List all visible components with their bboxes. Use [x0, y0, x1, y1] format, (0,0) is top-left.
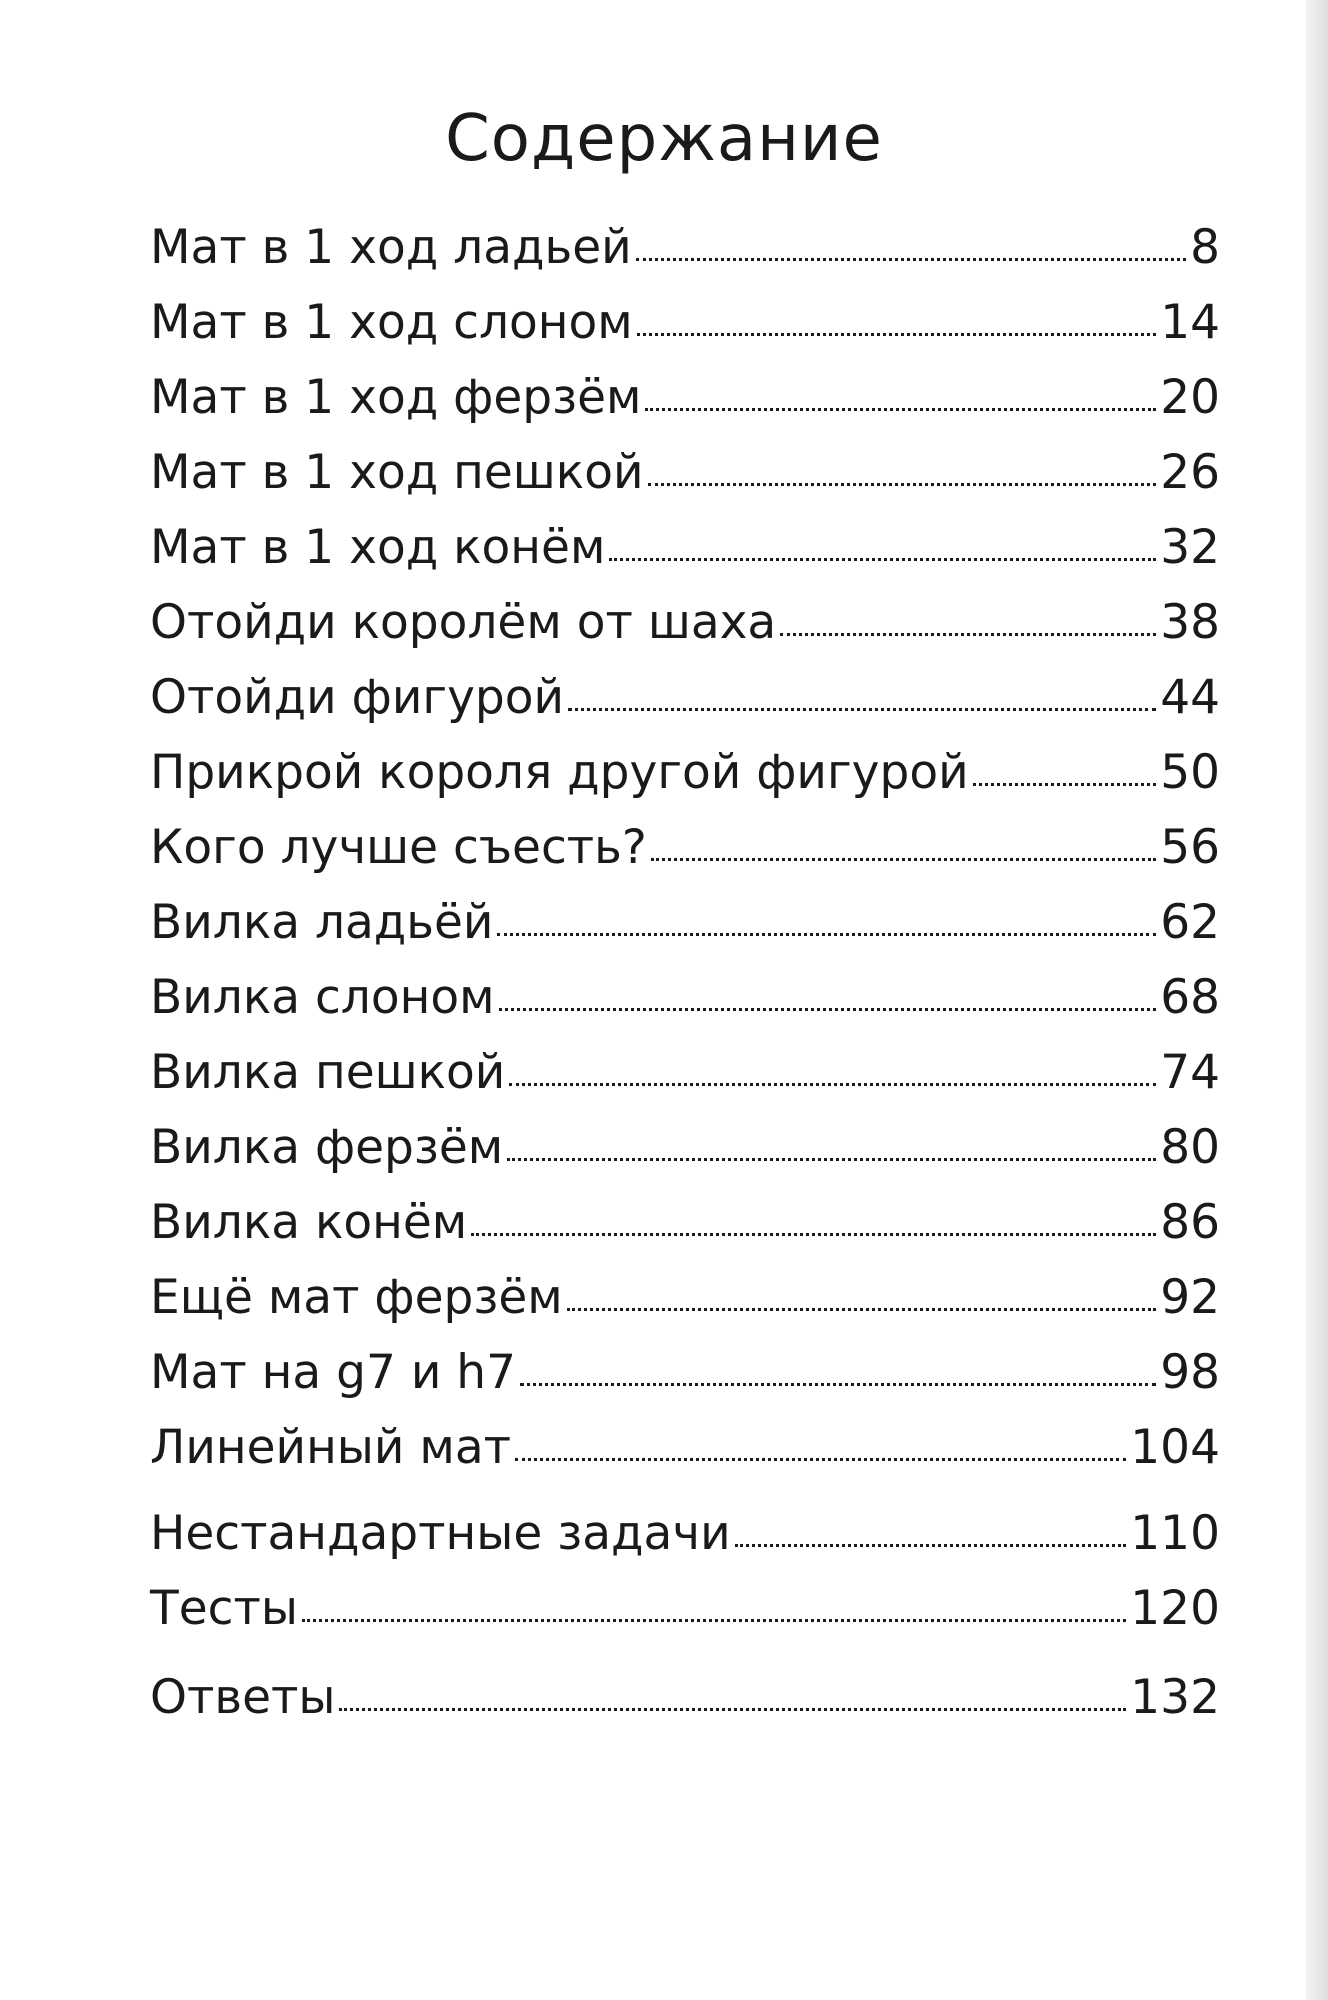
toc-entry-label: Нестандартные задачи [150, 1506, 731, 1561]
toc-entry[interactable] [150, 743, 1220, 803]
toc-entry[interactable] [150, 1043, 1220, 1103]
toc-entry-page: 98 [1160, 1345, 1220, 1400]
toc-leader-dots [648, 483, 1157, 486]
toc-entry[interactable] [150, 668, 1220, 728]
toc-entry-label: Мат в 1 ход конём [150, 520, 606, 575]
toc-leader-dots [780, 633, 1156, 636]
toc-entry-page: 26 [1160, 445, 1220, 500]
toc-entry-label: Мат в 1 ход слоном [150, 295, 633, 350]
toc-entry[interactable] [150, 1268, 1220, 1328]
toc-entry-page: 80 [1160, 1120, 1220, 1175]
toc-entry-page: 38 [1160, 595, 1220, 650]
toc-entry-page: 68 [1160, 970, 1220, 1025]
toc-entry-page: 8 [1190, 220, 1220, 275]
page-edge-shadow [1306, 0, 1328, 2000]
toc-leader-dots [651, 858, 1156, 861]
toc-entry-label: Вилка конём [150, 1195, 468, 1250]
toc-entry-label: Прикрой короля другой фигурой [150, 745, 969, 800]
toc-leader-dots [515, 1458, 1126, 1461]
toc-entry-page: 62 [1160, 895, 1220, 950]
toc-entry[interactable] [150, 293, 1220, 353]
toc-entry-page: 92 [1160, 1270, 1220, 1325]
toc-entry[interactable] [150, 1193, 1220, 1253]
toc-entry-label: Ещё мат ферзём [150, 1270, 563, 1325]
toc-leader-dots [637, 333, 1156, 336]
toc-leader-dots [609, 558, 1156, 561]
toc-entry-label: Мат на g7 и h7 [150, 1345, 516, 1400]
toc-entry[interactable] [150, 818, 1220, 878]
toc-entry-label: Отойди королём от шаха [150, 595, 777, 650]
toc-entry-page: 32 [1160, 520, 1220, 575]
toc-entry-label: Мат в 1 ход ладьей [150, 220, 632, 275]
toc-entry[interactable] [150, 1579, 1220, 1639]
toc-entry-page: 110 [1130, 1506, 1220, 1561]
toc-entry-label: Вилка пешкой [150, 1045, 506, 1100]
toc-leader-dots [509, 1083, 1156, 1086]
toc-leader-dots [645, 408, 1156, 411]
toc-leader-dots [636, 258, 1186, 261]
toc-entry[interactable] [150, 218, 1220, 278]
toc-entry-label: Линейный мат [150, 1420, 512, 1475]
toc-entry[interactable] [150, 518, 1220, 578]
toc-entry[interactable] [150, 968, 1220, 1028]
toc-entry-label: Тесты [150, 1581, 298, 1636]
toc-entry[interactable] [150, 1343, 1220, 1403]
toc-entry[interactable] [150, 443, 1220, 503]
toc-entry-page: 132 [1130, 1670, 1220, 1725]
toc-leader-dots [567, 1308, 1156, 1311]
toc-entry-page: 104 [1130, 1420, 1220, 1475]
toc-entry[interactable] [150, 1118, 1220, 1178]
toc-leader-dots [735, 1544, 1127, 1547]
toc-entry-label: Вилка ферзём [150, 1120, 504, 1175]
toc-leader-dots [302, 1619, 1126, 1622]
toc-entry[interactable] [150, 1668, 1220, 1728]
toc-entry-page: 14 [1160, 295, 1220, 350]
toc-entry[interactable] [150, 368, 1220, 428]
toc-entry-page: 86 [1160, 1195, 1220, 1250]
toc-entry-label: Вилка слоном [150, 970, 495, 1025]
toc-entry[interactable] [150, 593, 1220, 653]
toc-entry[interactable] [150, 1504, 1220, 1564]
toc-entry-page: 56 [1160, 820, 1220, 875]
toc-entry-page: 50 [1160, 745, 1220, 800]
toc-leader-dots [520, 1383, 1156, 1386]
page-title: Содержание [445, 102, 883, 176]
toc-entry-label: Отойди фигурой [150, 670, 565, 725]
toc-entry[interactable] [150, 1418, 1220, 1478]
toc-leader-dots [568, 708, 1156, 711]
toc-entry-label: Ответы [150, 1670, 336, 1725]
toc-entry-page: 44 [1160, 670, 1220, 725]
toc-entry-label: Мат в 1 ход ферзём [150, 370, 642, 425]
toc-entry-label: Вилка ладьёй [150, 895, 494, 950]
toc-entry-page: 120 [1130, 1581, 1220, 1636]
toc-leader-dots [339, 1708, 1126, 1711]
toc-entry-label: Кого лучше съесть? [150, 820, 647, 875]
toc-leader-dots [471, 1233, 1156, 1236]
toc-entry[interactable] [150, 893, 1220, 953]
toc-entry-page: 20 [1160, 370, 1220, 425]
toc-leader-dots [973, 783, 1157, 786]
toc-leader-dots [499, 1008, 1157, 1011]
toc-leader-dots [507, 1158, 1156, 1161]
toc-entry-label: Мат в 1 ход пешкой [150, 445, 644, 500]
toc-entry-page: 74 [1160, 1045, 1220, 1100]
toc-leader-dots [497, 933, 1156, 936]
